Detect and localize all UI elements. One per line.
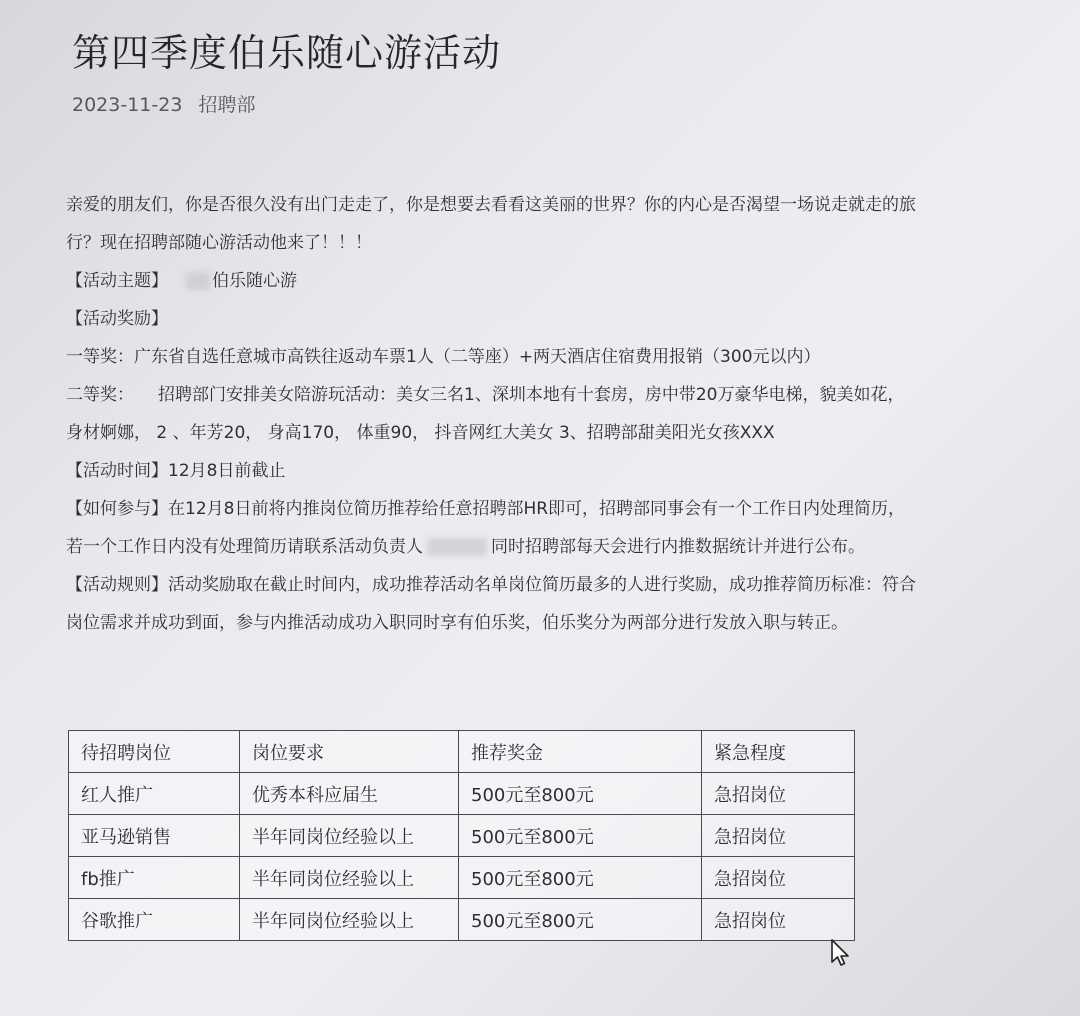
how-text-1: 在12月8日前将内推岗位简历推荐给任意招聘部HR即可，招聘部同事会有一个工作日内处理简历， — [168, 499, 906, 519]
theme-label: 【活动主题】 — [66, 271, 168, 291]
reward-label: 【活动奖励】 — [66, 309, 168, 329]
table-cell: 急招岗位 — [702, 899, 855, 941]
rules-label: 【活动规则】 — [66, 575, 168, 595]
table-cell: 红人推广 — [69, 773, 240, 815]
how-line-1 — [66, 490, 1026, 528]
intro-line-2: 行？现在招聘部随心游活动他来了！！！ — [66, 233, 372, 253]
table-header-cell: 岗位要求 — [240, 731, 459, 773]
table-header-row — [69, 731, 855, 773]
second-prize-text-1: 招聘部门安排美女陪游玩活动：美女三名1、深圳本地有十套房，房中带20万豪华电梯，貌美如花， — [158, 385, 905, 405]
table-row — [69, 773, 855, 815]
table-cell: 半年同岗位经验以上 — [240, 899, 459, 941]
publish-date: 2023-11-23 — [72, 94, 183, 116]
how-text-2b: 同时招聘部每天会进行内推数据统计并进行公布。 — [491, 537, 865, 557]
how-label: 【如何参与】 — [66, 499, 168, 519]
table-cell: 急招岗位 — [702, 815, 855, 857]
table-cell: 亚马逊销售 — [69, 815, 240, 857]
table-cell: 半年同岗位经验以上 — [240, 815, 459, 857]
theme-value: 伯乐随心游 — [212, 271, 297, 291]
table-row — [69, 857, 855, 899]
table-cell: 500元至800元 — [459, 899, 702, 941]
article-meta — [72, 90, 265, 117]
table-cell: 优秀本科应届生 — [240, 773, 459, 815]
redacted-text — [186, 272, 210, 290]
table-header-cell: 紧急程度 — [702, 731, 855, 773]
rules-text-1: 活动奖励取在截止时间内，成功推荐活动名单岗位简历最多的人进行奖励，成功推荐简历标准：符合 — [168, 575, 916, 595]
second-prize-line-2: 身材婀娜， 2 、年芳20， 身高170， 体重90， 抖音网红大美女 3、招聘部甜美阳光女孩XXX — [66, 423, 775, 443]
mouse-pointer-icon — [830, 938, 852, 968]
redacted-contact — [427, 538, 487, 556]
table-cell: 半年同岗位经验以上 — [240, 857, 459, 899]
table-cell: 500元至800元 — [459, 815, 702, 857]
second-prize-line-1 — [66, 376, 1026, 414]
department-name: 招聘部 — [198, 94, 256, 116]
intro-line-1: 亲爱的朋友们，你是否很久没有出门走走了，你是想要去看看这美丽的世界？你的内心是否渴望一场说走就走的旅 — [66, 195, 916, 215]
rules-line-2: 岗位需求并成功到面，参与内推活动成功入职同时享有伯乐奖，伯乐奖分为两部分进行发放入职与转正。 — [66, 613, 848, 633]
job-table — [68, 730, 855, 941]
how-text-2a: 若一个工作日内没有处理简历请联系活动负责人 — [66, 537, 423, 557]
table-cell: 急招岗位 — [702, 857, 855, 899]
table-cell: fb推广 — [69, 857, 240, 899]
page-title: 第四季度伯乐随心游活动 — [72, 31, 502, 75]
table-row — [69, 899, 855, 941]
table-cell: 500元至800元 — [459, 857, 702, 899]
second-prize-label: 二等奖： — [66, 385, 134, 405]
theme-line — [66, 262, 1026, 300]
how-line-2 — [66, 528, 1026, 566]
time-value: 12月8日前截止 — [168, 461, 286, 481]
table-cell: 谷歌推广 — [69, 899, 240, 941]
table-row — [69, 815, 855, 857]
table-header-cell: 待招聘岗位 — [69, 731, 240, 773]
rules-line-1 — [66, 566, 1026, 604]
time-line — [66, 452, 1026, 490]
table-cell: 500元至800元 — [459, 773, 702, 815]
first-prize: 一等奖：广东省自选任意城市高铁往返动车票1人（二等座）+两天酒店住宿费用报销（300元以内） — [66, 347, 821, 367]
article-body — [66, 186, 1026, 642]
time-label: 【活动时间】 — [66, 461, 168, 481]
table-header-cell: 推荐奖金 — [459, 731, 702, 773]
table-cell: 急招岗位 — [702, 773, 855, 815]
